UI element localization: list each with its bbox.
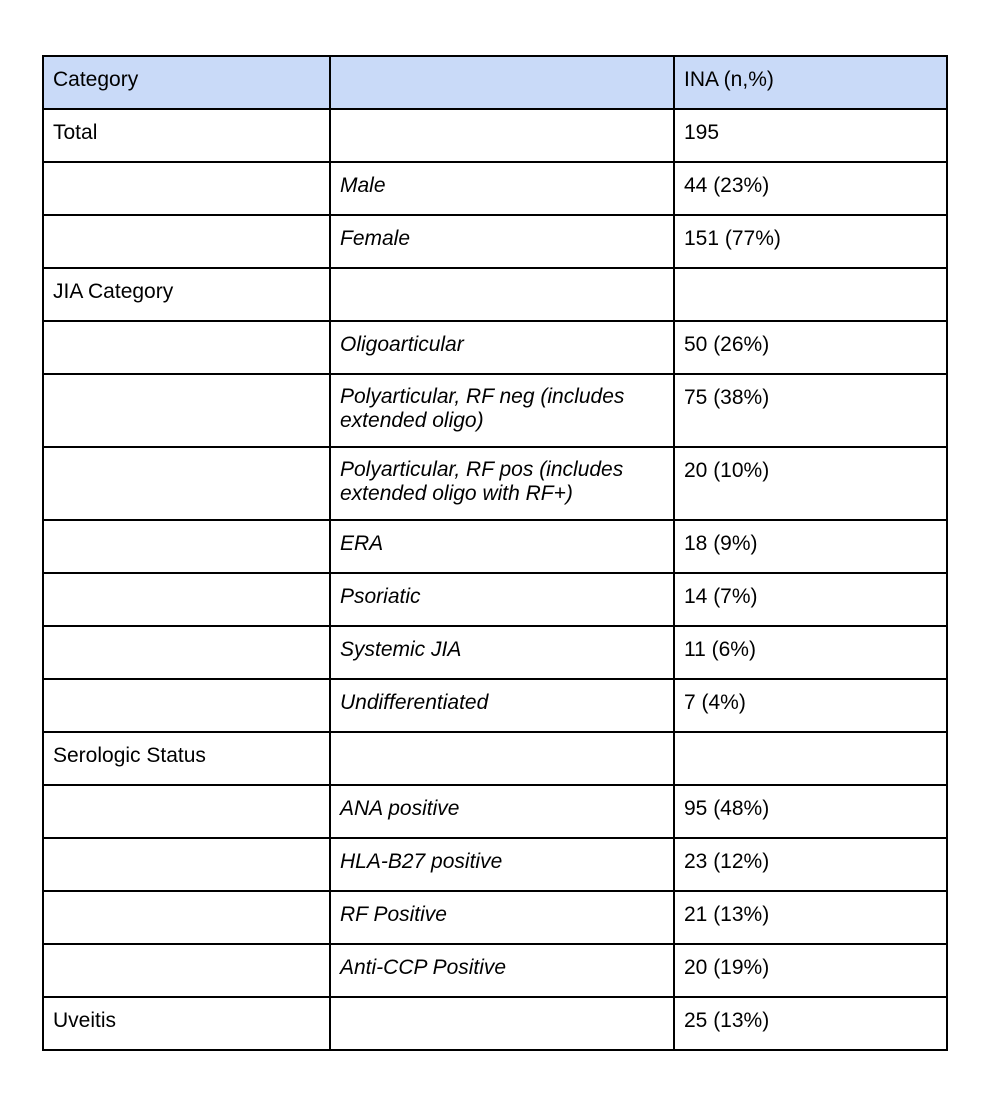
category-cell: [43, 447, 330, 520]
table-row: [43, 732, 947, 785]
subcategory-cell: [330, 109, 674, 162]
table-row: [43, 679, 947, 732]
value-cell: 7 (4%): [674, 679, 947, 732]
subcategory-cell: ERA: [330, 520, 674, 573]
demographics-table: [42, 55, 948, 1051]
value-cell: 20 (19%): [674, 944, 947, 997]
value-cell: 195: [674, 109, 947, 162]
category-cell: [43, 215, 330, 268]
category-cell: [43, 944, 330, 997]
table-row: [43, 268, 947, 321]
table-body: [43, 56, 947, 1050]
subcategory-cell: Systemic JIA: [330, 626, 674, 679]
subcategory-cell: [330, 997, 674, 1050]
subcategory-cell: [330, 268, 674, 321]
value-cell: 21 (13%): [674, 891, 947, 944]
value-cell: [674, 268, 947, 321]
value-cell: 151 (77%): [674, 215, 947, 268]
value-cell: 11 (6%): [674, 626, 947, 679]
category-cell: [43, 785, 330, 838]
category-cell: [43, 626, 330, 679]
table-row: [43, 944, 947, 997]
subcategory-cell: RF Positive: [330, 891, 674, 944]
category-cell: [43, 573, 330, 626]
subcategory-cell: Undifferentiated: [330, 679, 674, 732]
category-cell: [43, 321, 330, 374]
subcategory-cell: Anti-CCP Positive: [330, 944, 674, 997]
table-row: [43, 785, 947, 838]
value-cell: 95 (48%): [674, 785, 947, 838]
table-row: [43, 321, 947, 374]
value-cell: 25 (13%): [674, 997, 947, 1050]
category-cell: [43, 679, 330, 732]
subcategory-cell: [330, 732, 674, 785]
table-row: [43, 109, 947, 162]
subcategory-cell: ANA positive: [330, 785, 674, 838]
category-cell: [43, 891, 330, 944]
table-row: [43, 838, 947, 891]
subcategory-cell: Psoriatic: [330, 573, 674, 626]
value-cell: 23 (12%): [674, 838, 947, 891]
subcategory-cell: Female: [330, 215, 674, 268]
category-cell: [43, 520, 330, 573]
value-cell: 20 (10%): [674, 447, 947, 520]
category-cell: JIA Category: [43, 268, 330, 321]
category-cell: [43, 838, 330, 891]
value-cell: 18 (9%): [674, 520, 947, 573]
value-cell: 44 (23%): [674, 162, 947, 215]
table-row: [43, 374, 947, 447]
table-header-row: [43, 56, 947, 109]
subcategory-cell: Polyarticular, RF neg (includes extended oligo): [330, 374, 674, 447]
category-cell: [43, 162, 330, 215]
table-row: [43, 215, 947, 268]
table-row: [43, 447, 947, 520]
subcategory-cell: Male: [330, 162, 674, 215]
subcategory-cell: Oligoarticular: [330, 321, 674, 374]
table-row: [43, 997, 947, 1050]
header-value: INA (n,%): [674, 56, 947, 109]
table-row: [43, 626, 947, 679]
header-category: Category: [43, 56, 330, 109]
subcategory-cell: Polyarticular, RF pos (includes extended oligo with RF+): [330, 447, 674, 520]
category-cell: Uveitis: [43, 997, 330, 1050]
table-row: [43, 573, 947, 626]
category-cell: [43, 374, 330, 447]
value-cell: 75 (38%): [674, 374, 947, 447]
table-row: [43, 891, 947, 944]
table-row: [43, 520, 947, 573]
table-row: [43, 162, 947, 215]
value-cell: [674, 732, 947, 785]
value-cell: 50 (26%): [674, 321, 947, 374]
category-cell: Total: [43, 109, 330, 162]
category-cell: Serologic Status: [43, 732, 330, 785]
subcategory-cell: HLA-B27 positive: [330, 838, 674, 891]
header-subcategory: [330, 56, 674, 109]
value-cell: 14 (7%): [674, 573, 947, 626]
